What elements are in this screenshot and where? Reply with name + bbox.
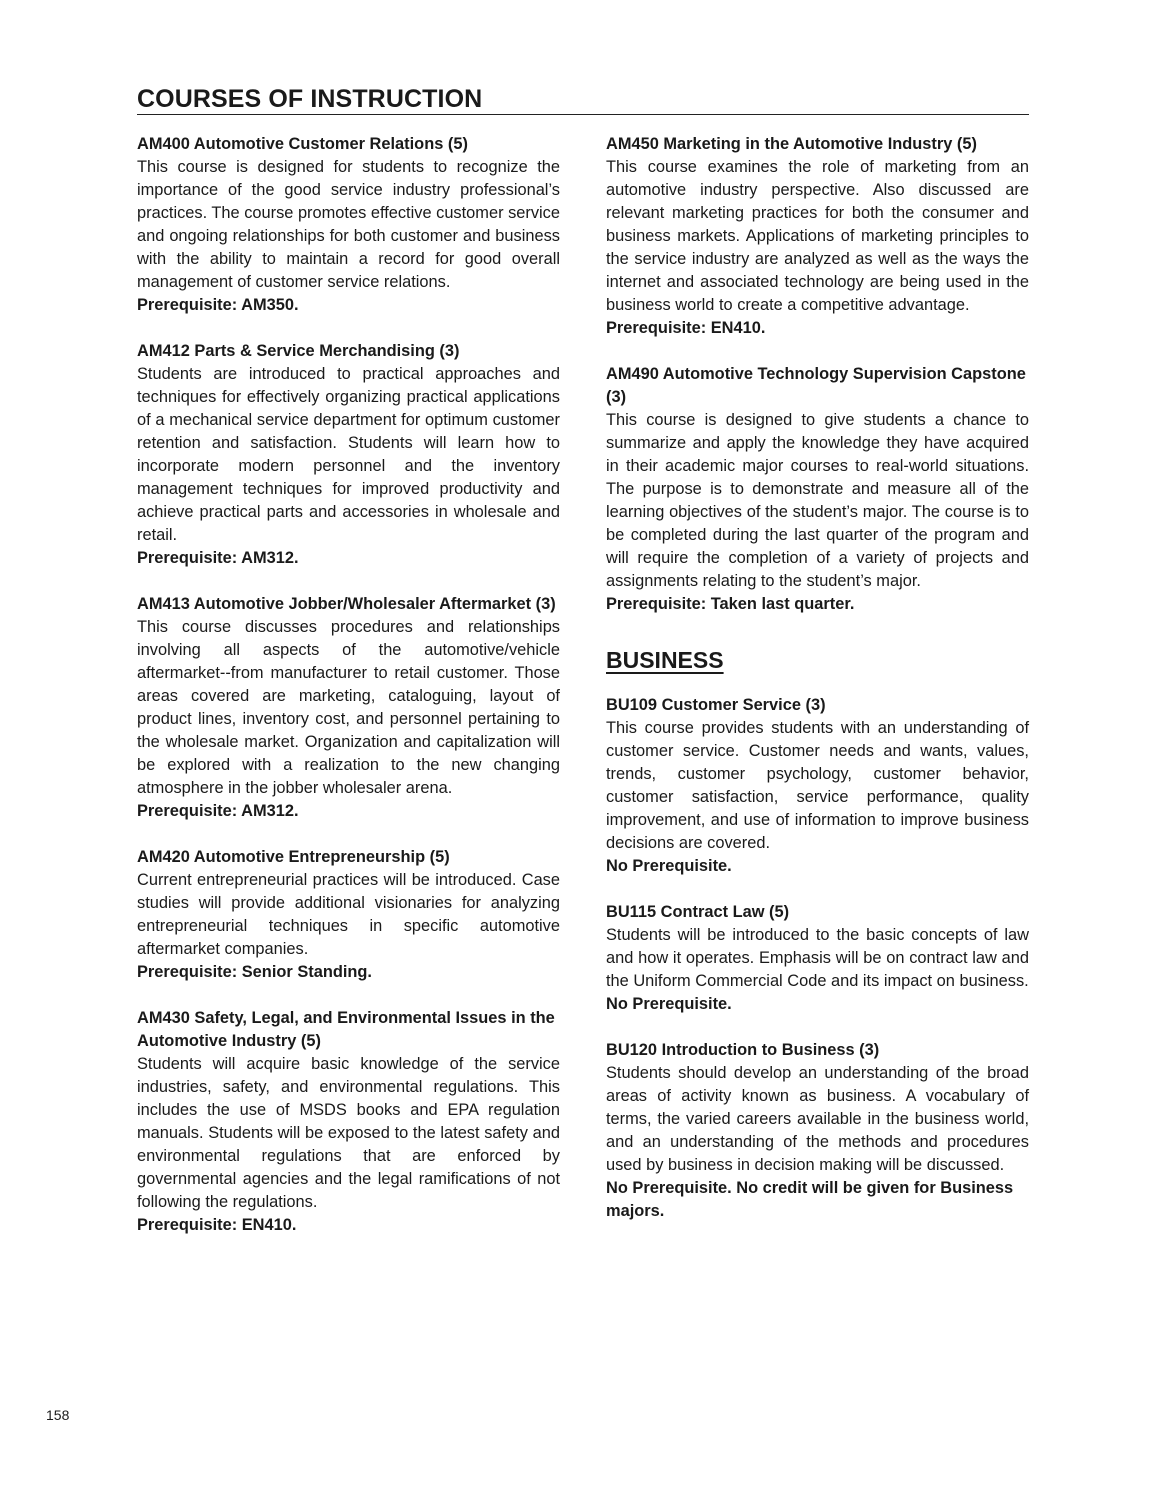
course-prerequisite: Prerequisite: Taken last quarter.: [606, 595, 855, 613]
course-title: BU115 Contract Law (5): [606, 903, 790, 921]
course-entry: [137, 133, 560, 317]
course-title: BU109 Customer Service (3): [606, 696, 826, 714]
course-description: Students will be introduced to the basic concepts of law and how it operates. Emphasis will be on contract law and the Uniform Commercial Code and its impact on business.: [606, 926, 1029, 990]
course-prerequisite: Prerequisite: AM312.: [137, 802, 299, 820]
course-entry: [606, 133, 1029, 340]
course-title: AM450 Marketing in the Automotive Industry (5): [606, 135, 977, 153]
course-entry: [137, 1007, 560, 1237]
course-description: This course is designed for students to recognize the importance of the good service industry professional’s practices. The course promotes effective customer service and ongoing relationships for both customer and business with the ability to maintain a record for good overall management of customer service relations.: [137, 158, 560, 291]
course-entry: [137, 340, 560, 570]
course-description: This course discusses procedures and relationships involving all aspects of the automotive/vehicle aftermarket--from manufacturer to retail customer. Those areas covered are marketing, cataloguing, layout of product lines, inventory cost, and personnel pertaining to the wholesale market. Organization and capitalization will be explored with a realization to the new changing atmosphere in the jobber wholesaler arena.: [137, 618, 560, 797]
right-column: [606, 133, 1029, 1246]
course-prerequisite: No Prerequisite.: [606, 995, 732, 1013]
course-description: Students will acquire basic knowledge of the service industries, safety, and environmental regulations. This includes the use of MSDS books and EPA regulation manuals. Students will be exposed to the latest safety and environmental regulations that are enforced by governmental agencies and the legal ramifications of not following the regulations.: [137, 1055, 560, 1211]
course-description: Students are introduced to practical approaches and techniques for effectively organizing practical applications of a mechanical service department for optimum customer retention and satisfaction. Students will learn how to incorporate modern personnel and the inventory management techniques for improved productivity and achieve practical parts and accessories in wholesale and retail.: [137, 365, 560, 544]
page-number: 158: [46, 1407, 70, 1423]
page-title: COURSES OF INSTRUCTION: [137, 84, 1029, 115]
course-title: AM413 Automotive Jobber/Wholesaler Aftermarket (3): [137, 595, 556, 613]
course-prerequisite: No Prerequisite. No credit will be given for Business majors.: [606, 1179, 1014, 1220]
course-entry: [606, 1039, 1029, 1223]
course-prerequisite: Prerequisite: EN410.: [137, 1216, 297, 1234]
course-title: AM420 Automotive Entrepreneurship (5): [137, 848, 450, 866]
course-prerequisite: No Prerequisite.: [606, 857, 732, 875]
course-title: AM412 Parts & Service Merchandising (3): [137, 342, 460, 360]
course-title: AM430 Safety, Legal, and Environmental Issues in the Automotive Industry (5): [137, 1009, 555, 1050]
left-column: [137, 133, 560, 1260]
course-description: This course provides students with an understanding of customer service. Customer needs and wants, values, trends, customer psychology, customer behavior, customer satisfaction, service performance, quality improvement, and use of information to improve business decisions are covered.: [606, 719, 1029, 852]
course-description: This course examines the role of marketing from an automotive industry perspective. Also discussed are relevant marketing practices for both the consumer and business markets. Applications of marketing principles to the service industry are analyzed as well as the ways the internet and associated technology are being used in the business world to create a competitive advantage.: [606, 158, 1029, 314]
course-entry: [137, 593, 560, 823]
course-title: AM400 Automotive Customer Relations (5): [137, 135, 468, 153]
course-prerequisite: Prerequisite: Senior Standing.: [137, 963, 372, 981]
course-prerequisite: Prerequisite: AM312.: [137, 549, 299, 567]
course-entry: [137, 846, 560, 984]
course-title: AM490 Automotive Technology Supervision Capstone (3): [606, 365, 1026, 406]
course-entry: [606, 901, 1029, 1016]
course-entry: [606, 363, 1029, 616]
course-entry: [606, 694, 1029, 878]
course-description: Students should develop an understanding of the broad areas of activity known as business. A vocabulary of terms, the varied careers available in the business world, and an understanding of the methods and procedures used by business in decision making will be discussed.: [606, 1064, 1029, 1174]
course-description: This course is designed to give students a chance to summarize and apply the knowledge they have acquired in their academic major courses to real-world situations. The purpose is to demonstrate and measure all of the learning objectives of the student’s major. The course is to be completed during the last quarter of the program and will require the completion of a variety of projects and assignments relating to the student’s major.: [606, 411, 1029, 590]
course-prerequisite: Prerequisite: EN410.: [606, 319, 766, 337]
course-prerequisite: Prerequisite: AM350.: [137, 296, 299, 314]
course-description: Current entrepreneurial practices will be introduced. Case studies will provide additional visionaries for analyzing entrepreneurial techniques in specific automotive aftermarket companies.: [137, 871, 560, 958]
section-heading-business: BUSINESS: [606, 647, 724, 673]
course-title: BU120 Introduction to Business (3): [606, 1041, 880, 1059]
